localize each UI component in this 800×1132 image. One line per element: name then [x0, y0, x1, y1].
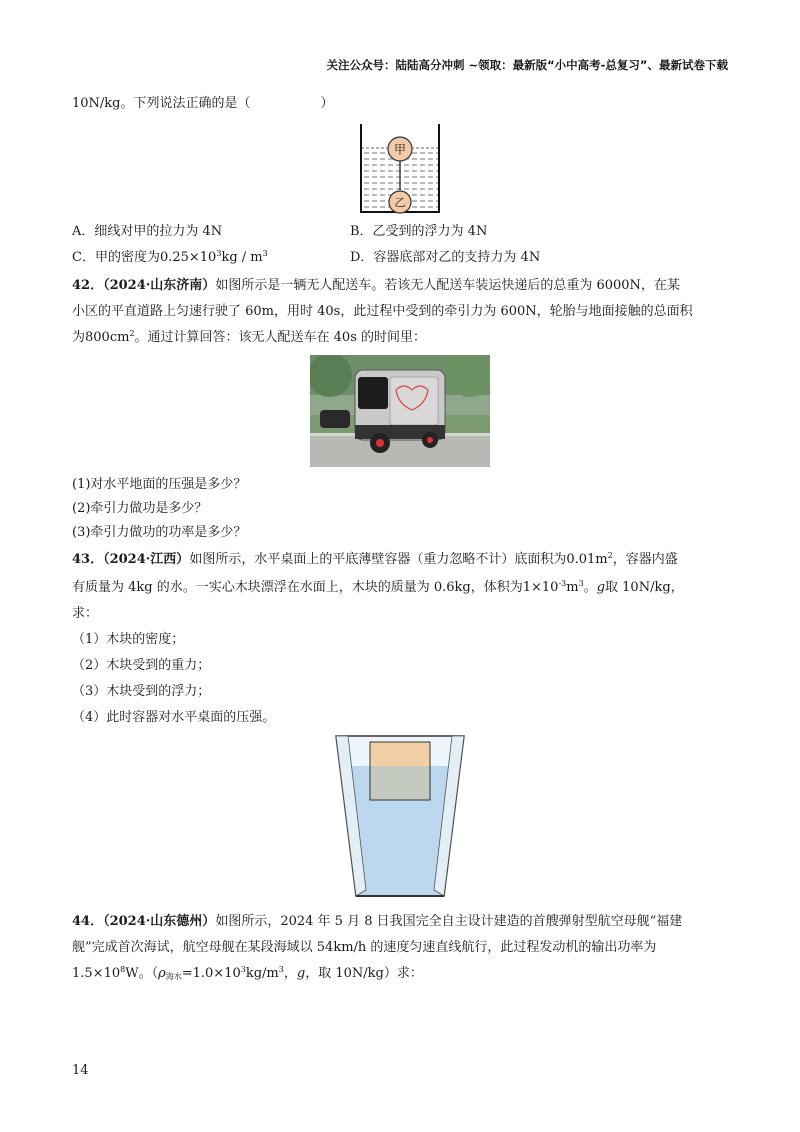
parked-scooter	[320, 410, 350, 428]
q43-line-3: 求：	[72, 606, 99, 621]
q43-volume-value: 1×10	[522, 580, 559, 595]
q41-option-c-exp: 3	[216, 249, 222, 258]
q43-cup-figure	[330, 730, 470, 900]
q43-sub-2: （2）木块受到的重力；	[72, 658, 211, 673]
q41-option-c-value: 0.25×10	[159, 250, 217, 265]
q44-rho-subscript: 海水	[165, 972, 182, 981]
q41-option-c-unit: kg / m	[221, 250, 263, 265]
q43-line-1	[72, 550, 678, 570]
q42-line-1	[72, 276, 680, 296]
q43-sub-4: （4）此时容器对水平桌面的压强。	[72, 710, 276, 725]
q43-volume-unit: m	[566, 580, 579, 595]
q43-source: （2024·江西）	[103, 552, 190, 567]
q41-close-paren: ）	[320, 96, 334, 111]
q42-area-value: 800cm	[85, 330, 130, 345]
q44-text-3-mid: W。（	[125, 966, 159, 981]
q44-line-3: $1.5\times 10^8W$。（$\rho_{海水}=1.0\times 10^3kg/m^3$，g，取 10N/kg）求：	[72, 965, 423, 981]
q43-line-2: 有质量为 4kg 的水。一实心木块漂浮在水面上，木块的质量为 0.6kg，体积为$1\times 10^{-3}m^3$。g取 10N/kg，	[72, 579, 684, 595]
q44-source: （2024·山东德州）	[103, 914, 216, 929]
wheel-front-hub	[376, 439, 384, 447]
q41-container-figure	[355, 120, 445, 220]
q43-volume-unit-exp: 3	[578, 579, 584, 588]
delivery-robot-photo	[310, 355, 490, 467]
q44-power-value: 1.5×10	[72, 966, 121, 981]
q42-line-2: 小区的平直道路上匀速行驶了 60m，用时 40s，此过程中受到的牵引力为 600N，轮胎与地面接触的总面积	[72, 304, 693, 319]
q42-text-3-post: 。通过计算回答：该无人配送车在 40s 的时间里：	[134, 330, 427, 345]
q41-option-d: D．容器底部对乙的支持力为 4N	[350, 250, 541, 265]
q44-rho-symbol: ρ	[158, 966, 166, 981]
q43-text-1-post: ，容器内盛	[612, 552, 678, 567]
q44-density-exp: 3	[240, 965, 246, 974]
label-yi: 乙	[394, 196, 406, 209]
q43-text-1: 如图所示，水平桌面上的平底薄壁容器（重力忽略不计）底面积为	[189, 552, 567, 567]
q44-density-unit: kg/m	[245, 966, 279, 981]
q44-power-exp: 8	[120, 965, 126, 974]
q41-option-a: A．细线对甲的拉力为 4N	[72, 224, 223, 239]
q42-text-1: 如图所示是一辆无人配送车。若该无人配送车装运快递后的总重为 6000N，在某	[215, 278, 680, 293]
q41-stem-text: 。下列说法正确的是（	[120, 96, 251, 111]
q44-density-unit-exp: 3	[278, 965, 284, 974]
q43-g-symbol: g	[596, 580, 606, 595]
q43-text-2: 有质量为 4kg 的水。一实心木块漂浮在水面上，木块的质量为 0.6kg，体积为	[72, 580, 523, 595]
q43-area-value: 0.01m	[566, 552, 608, 567]
q44-text-1: 如图所示，2024 年 5 月 8 日我国完全自主设计建造的首艘弹射型航空母舰“福建	[215, 914, 683, 929]
q42-number: 42．	[72, 278, 104, 293]
q44-line-1	[72, 912, 682, 932]
q41-stem-continued	[72, 94, 334, 114]
q43-volume-exp: -3	[558, 579, 567, 588]
q41-unit: 10N/kg	[72, 96, 121, 111]
q42-line-3	[72, 328, 426, 348]
q42-sub-1: (1)对水平地面的压强是多少？	[72, 477, 247, 492]
q42-source: （2024·山东济南）	[103, 278, 216, 293]
q43-sub-3: （3）木块受到的浮力；	[72, 684, 211, 699]
q41-option-b: B．乙受到的浮力为 4N	[350, 224, 488, 239]
page-number: 14	[72, 1063, 89, 1078]
robot-screen	[358, 377, 388, 409]
robot-side-panel	[390, 377, 438, 425]
q42-text-3-pre: 为	[72, 330, 86, 345]
q44-g-symbol: g	[296, 966, 306, 981]
q44-number: 44．	[72, 914, 104, 929]
q41-option-c-label: C．甲的密度为	[72, 250, 160, 265]
q42-area-exp: 2	[129, 329, 135, 338]
submerged-part	[370, 766, 430, 800]
q42-sub-3: (3)牵引力做功的功率是多少？	[72, 525, 247, 540]
q44-density-value: =1.0×10	[181, 966, 241, 981]
wheel-rear-hub	[427, 437, 433, 443]
q43-text-2-post: 取 10N/kg，	[605, 580, 684, 595]
label-jia: 甲	[393, 142, 407, 157]
q43-area-exp: 2	[607, 551, 613, 560]
q43-sub-1: （1）木块的密度；	[72, 632, 185, 647]
q44-text-3-post: ，取 10N/kg）求：	[305, 966, 423, 981]
q44-line-2: 舰”完成首次海试，航空母舰在某段海域以 54km/h 的速度匀速直线航行，此过程发动机的输出功率为	[72, 940, 657, 955]
q43-number: 43．	[72, 552, 104, 567]
q42-sub-2: (2)牵引力做功是多少？	[72, 501, 208, 516]
q41-option-c	[72, 248, 268, 268]
q41-option-c-unit-exp: 3	[262, 249, 268, 258]
page-header: 关注公众号：陆陆高分冲刺 ~领取：最新版“小中高考-总复习”、最新试卷下载	[326, 58, 728, 72]
